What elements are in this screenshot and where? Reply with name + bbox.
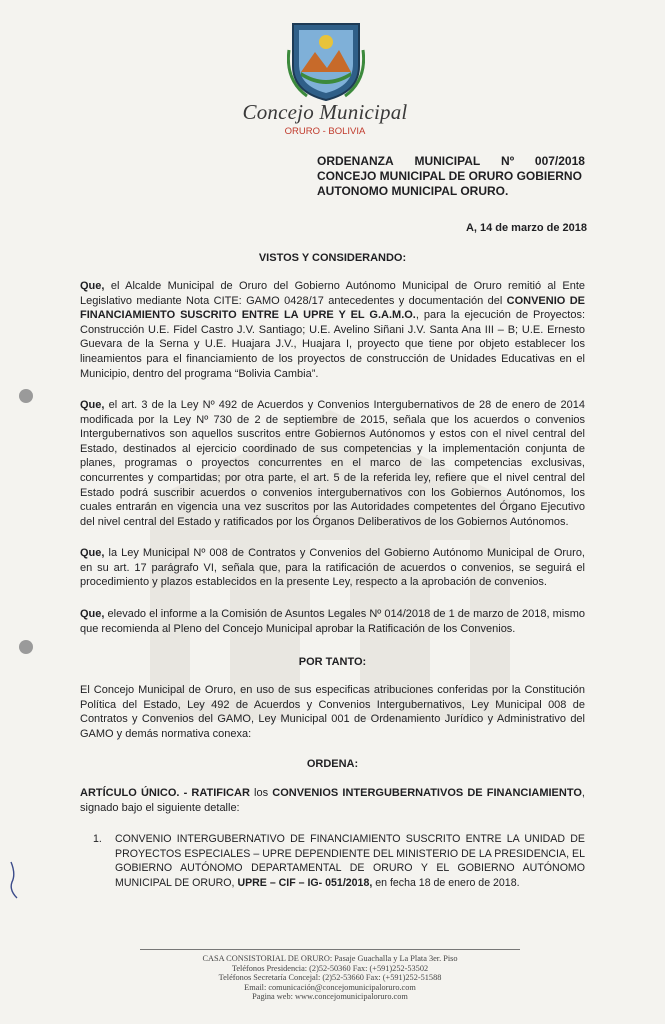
paragraph-que-2 [80, 398, 585, 529]
paragraph-concejo [80, 683, 585, 741]
agreement-code: UPRE – CIF – IG- 051/2018, [237, 876, 373, 889]
brand-location: ORURO - BOLIVIA [284, 126, 366, 137]
list-text [115, 832, 585, 890]
paragraph-text: la Ley Municipal Nº 008 de Contratos y Convenios del Gobierno Autónomo Municipal de Oruro, en su art. 17 parágrafo VI, señala que, para la ratificación de acuerdos o convenios, se seguirá el procedimiento y plazos establecidos en la presente Ley, respecto a la aprobación de convenios. [80, 547, 585, 589]
brand-name: Concejo Municipal [242, 100, 408, 124]
paragraph-que-3 [80, 546, 585, 590]
footer-phone-secretary: Teléfonos Secretaría Concejal: (2)52-53660 Fax: (+591)252-51588 [218, 973, 442, 983]
title-line: AUTONOMO MUNICIPAL ORURO. [317, 184, 509, 198]
brand-block [200, 100, 450, 137]
footer-website: Pagina web: www.concejomunicipaloruro.com [252, 992, 408, 1002]
paragraph-text: elevado el informe a la Comisión de Asuntos Legales Nº 014/2018 de 1 de marzo de 2018, mismo que recomienda al Pleno del Concejo Municipal aprobar la Ratificación de los Convenios. [80, 608, 585, 635]
section-heading-ordena: ORDENA: [306, 758, 359, 770]
document-date: A, 14 de marzo de 2018 [465, 222, 587, 234]
section-heading-vistos: VISTOS Y CONSIDERANDO: [258, 252, 407, 264]
list-item [93, 832, 585, 890]
article-bold: CONVENIOS INTERGUBERNATIVOS DE FINANCIAMIENTO [272, 787, 582, 799]
list-number: 1. [93, 833, 102, 845]
section-heading-por-tanto: POR TANTO: [298, 656, 367, 668]
ordinance-title [317, 154, 585, 199]
paragraph-text: en fecha 18 de enero de 2018. [372, 876, 520, 889]
paragraph-bold: CONVENIO DE FINANCIAMIENTO SUSCRITO ENTRE LA UPRE Y EL G.A.M.O. [80, 294, 585, 322]
title-word: Nº [501, 154, 515, 168]
pen-mark-icon [8, 860, 20, 900]
paragraph-text: , signado bajo el siguiente detalle: [80, 787, 585, 814]
paragraph-text: CONVENIO INTERGUBERNATIVO DE FINANCIAMIENTO SUSCRITO ENTRE LA UNIDAD DE PROYECTOS ESPECIALES – UPRE DEPENDIENTE DEL MINISTERIO DE LA PRESIDENCIA, EL GOBIERNO AUTÓNOMO DEPARTAMENTAL DE ORURO Y EL GOBIERNO AUTÓNOMO MUNICIPAL DE ORURO, [115, 833, 585, 889]
paragraph-lead: Que, [80, 280, 105, 292]
paragraph-lead: Que, [80, 399, 105, 411]
footer-email: Email: comunicación@concejomunicipaloruro.com [244, 982, 416, 992]
footer-divider [140, 949, 520, 950]
paragraph-text: El Concejo Municipal de Oruro, en uso de sus especificas atribuciones conferidas por la Constitución Política del Estado, Ley 492 de Acuerdos y Convenios Intergubernativos, Ley Municipal 008 de Contratos y Convenios del GAMO, Ley Municipal 001 de Ordenamiento Jurídico y Administrativo del GAMO y demás normativa conexa: [80, 684, 585, 740]
paragraph-text: el Alcalde Municipal de Oruro del Gobierno Autónomo Municipal de Oruro remitió al Ente Legislativo mediante Nota CITE: GAMO 0428/17 antecedentes y documentación del [80, 280, 585, 307]
title-number: 007/2018 [534, 154, 585, 168]
municipal-seal-icon [287, 20, 365, 102]
paragraph-text: , para la ejecución de Proyectos: Construcción U.E. Fidel Castro J.V. Santiago; U.E. Avelino Siñani J.V. Santa Ana III – B; U.E. Ernesto Guevara de la Serna y U.E. Huajara J.V., Huajara I, proyecto que tiene por objeto establecer los lineamientos para el financiamiento de los proyectos de construcción de Unidades Educativas en el Municipio, dentro del programa “Bolivia Cambia”. [80, 309, 585, 380]
footer-address: CASA CONSISTORIAL DE ORURO: Pasaje Guachalla y La Plata 3er. Piso [202, 954, 458, 963]
paragraph-que-1 [80, 279, 585, 381]
title-line: CONCEJO MUNICIPAL DE ORURO GOBIERNO [317, 169, 582, 183]
title-word: MUNICIPAL [414, 154, 481, 168]
article-lead: ARTÍCULO ÚNICO. - RATIFICAR [80, 787, 250, 799]
paragraph-lead: Que, [80, 608, 105, 620]
paragraph-que-4 [80, 607, 585, 636]
footer-phone-presidency: Teléfonos Presidencia: (2)52-50360 Fax: (+591)252-53502 [231, 963, 429, 973]
title-word: ORDENANZA [317, 154, 394, 168]
paragraph-text: el art. 3 de la Ley Nº 492 de Acuerdos y Convenios Intergubernativos de 28 de enero de 2014 modificada por la Ley Nº 730 de 2 de septiembre de 2015, señala que los acuerdos o convenios Intergubernativos son aquellos suscritos entre Gobiernos Autónomos y estos con el nivel central del Estado, destinados al ejercicio coordinado de sus competencias y la implementación conjunta de planes, programas o proyectos concurrentes en el marco de las competencias exclusivas, concurrentes y compartidas; por otra parte, el art. 5 de la referida ley, refiere que el nivel central del Estado podrá suscribir acuerdos o convenios intergubernativos con los Gobiernos Autónomos, los cuales entrarán en vigencia una vez suscritos por las Autoridades competentes del Órgano Ejecutivo del nivel central del Estado y ratificados por los Órganos Deliberativos de los Gobiernos Autónomos. [80, 399, 585, 528]
article-unico [80, 786, 585, 815]
punch-hole-bottom [19, 640, 33, 654]
paragraph-lead: Que, [80, 547, 105, 559]
punch-hole-top [19, 389, 33, 403]
footer [120, 954, 540, 1002]
paragraph-text: los [249, 787, 273, 799]
